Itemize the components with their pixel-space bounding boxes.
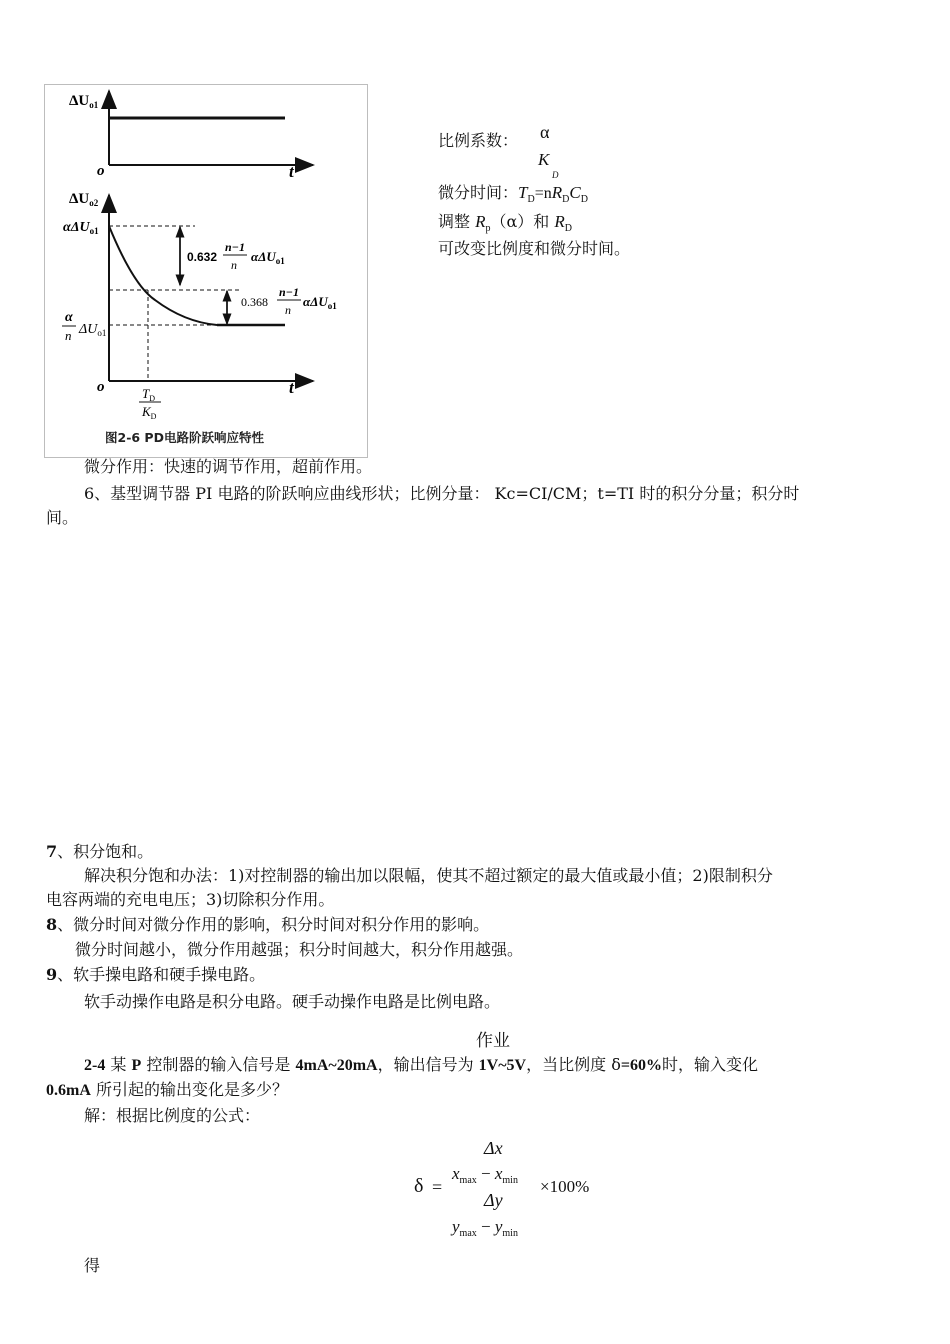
ann-0368-coef: 0.368 [241,295,268,309]
tick-den: $K_D$ [142,404,157,421]
paragraph-item7-line2: 电容两端的充电电压；3)切除积分作用。 [46,890,335,909]
result-lead: 得 [84,1256,101,1275]
paragraph-item6-line2: 间。 [46,508,79,527]
ann-0632-den: n [231,258,237,272]
side-line-adjust: 调整 $R_p(\alpha)$和 $R_D$ [438,212,573,234]
top-x-label: t [289,162,294,181]
heading-item7: 7、积分饱和。 [46,842,154,861]
tick-num: $T_D$ [142,386,156,403]
side-line-conclusion: 可改变比例度和微分时间。 [438,239,631,258]
paragraph-derivative-action: 微分作用：快速的调节作用，超前作用。 [84,457,373,476]
figure-caption: 图2-6 PD电路阶跃响应特性 [105,430,264,445]
paragraph-item7-line1: 解决积分饱和办法：1)对控制器的输出加以限幅，使其不超过额定的最大值或最小值；2)限制积分 [84,866,773,885]
top-origin-label: o [97,163,105,179]
heading-item8: 8、微分时间对微分作用的影响，积分时间对积分作用的影响。 [46,915,490,934]
paragraph-item6-line1: 6、基型调节器 PI 电路的阶跃响应曲线形状；比例分量： Kc=CI/CM；t=TI 时的积分分量；积分时 [84,484,800,503]
formula-x-range: $x_{max} - x_{min}$ [452,1164,518,1186]
ann-0368-num: n−1 [279,285,299,299]
homework-heading: 作业 [476,1031,510,1051]
pd-step-response-figure [44,84,368,458]
ann-0632-num: n−1 [225,240,245,254]
formula-times-100: ×100% [540,1177,590,1196]
question-2-4-line1: 2-4 某 P 控制器的输入信号是 4mA~20mA，输出信号为 1V~5V，当比例度 δ=60%时，输入变化 [84,1055,758,1074]
heading-item9: 9、软手操电路和硬手操电路。 [46,965,266,984]
side-line1-numerator: α [540,122,550,142]
formula-delta-symbol: δ [414,1175,424,1197]
question-2-4-line2: 0.6mA 所引起的输出变化是多少？ [46,1080,288,1099]
bottom-x-label: t [289,378,294,397]
ann-0368-den: n [285,303,291,317]
start-level-label: αΔU$_{o1}$ [63,220,99,236]
ann-0368-tail: αΔU$_{o1}$ [303,294,337,311]
side-line1-denominator-sub: D [552,170,559,180]
pd-step-response-plot [45,85,367,457]
decay-curve [109,226,217,325]
ann-0632-tail: αΔU$_{o1}$ [251,249,285,266]
ann-0632-coef: 0.632 [187,250,218,264]
top-y-label: $\Delta U_{o1}$ [69,93,99,110]
side-line-proportional-coefficient [438,130,518,152]
formula-delta-y: Δy [484,1190,503,1210]
final-level-den: n [65,328,72,343]
side-line1-label: 比例系数： [438,131,519,150]
bottom-y-label: $\Delta U_{o2}$ [69,191,99,208]
final-level-num: α [65,310,73,325]
paragraph-item9: 软手动操作电路是积分电路。硬手动操作电路是比例电路。 [84,992,501,1011]
solution-intro: 解：根据比例度的公式： [84,1106,261,1125]
formula-equals: = [432,1177,443,1197]
bottom-origin-label: o [97,379,105,395]
side-line-derivative-time: 微分时间：$T_D=nR_DC_D$ [438,183,588,205]
side-line1-denominator: K [538,150,550,169]
paragraph-item8: 微分时间越小，微分作用越强；积分时间越大，积分作用越强。 [75,940,524,959]
formula-delta-x: Δx [484,1138,503,1158]
formula-y-range: $y_{max} - y_{min}$ [452,1217,518,1239]
final-level-tail: $\Delta U_{o1}$ [79,322,107,338]
